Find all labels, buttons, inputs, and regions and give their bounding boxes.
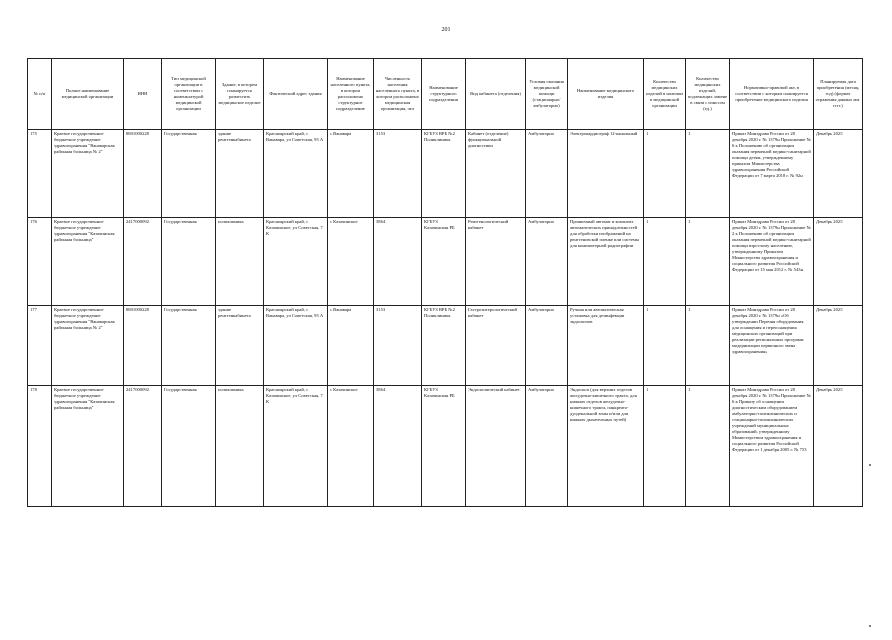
cell-settlement: с Казачинское bbox=[328, 218, 374, 306]
header-date: Планируемая дата приобретения (месяц, год) (формат отражения данных мм. гггг.) bbox=[814, 59, 863, 130]
table-row bbox=[28, 218, 863, 306]
cell-device: Ручная или автоматическая установка для дезинфекции эндоскопов bbox=[568, 306, 644, 386]
header-address: Фактический адрес здания bbox=[264, 59, 328, 130]
cell-qty-available: 1 bbox=[644, 218, 686, 306]
header-population: Численность населения населенного пункта, в котором расположена медицинская организация, чел bbox=[374, 59, 422, 130]
header-qty-replace: Количество медицинских изделий, подлежащих замене в связи с износом (ед.) bbox=[686, 59, 730, 130]
header-settlement: Наименование населенного пункта, в котором расположено структурное подразделение bbox=[328, 59, 374, 130]
cell-settlement: с Казачинское bbox=[328, 386, 374, 507]
header-building: Здание, в котором планируется разместить медицинское изделие bbox=[216, 59, 264, 130]
cell-inn: 2417000092 bbox=[124, 218, 162, 306]
table-row bbox=[28, 130, 863, 218]
cell-building: здание рентгенкабинета bbox=[216, 306, 264, 386]
equipment-registry-table bbox=[27, 58, 863, 507]
header-org-name: Полное наименование медицинской организации bbox=[52, 59, 124, 130]
cell-device: Проявочный автомат и комплект автоматических принадлежностей для обработки изображений на рентгеновской пленке или системы для компьютерной радиографии bbox=[568, 218, 644, 306]
table-row bbox=[28, 306, 863, 386]
header-legal-act: Нормативно-правовой акт, в соответствии с которым планируется приобретение медицинского изделия bbox=[730, 59, 814, 130]
header-device: Наименование медицинского изделия bbox=[568, 59, 644, 130]
scan-dot-mark bbox=[869, 625, 871, 627]
cell-subdivision: КГБУЗ ВРБ №2 Поликлиника bbox=[422, 130, 466, 218]
cell-population: 3864 bbox=[374, 386, 422, 507]
cell-org-type: Государственная bbox=[162, 386, 216, 507]
cell-inn: 8801000228 bbox=[124, 130, 162, 218]
cell-settlement: с Ванавара bbox=[328, 306, 374, 386]
header-subdivision: Наименование структурного подразделения bbox=[422, 59, 466, 130]
cell-date: Декабрь 2025 bbox=[814, 218, 863, 306]
cell-legal-act: Приказ Минздрава России от 28 декабря 2020 г. № 1379н Приложение № 6 к Положению об организации оказания первичной медико-санитарной помощи детям, утвержденному приказом Министерства здравоохранения Российской Федерации от 7 марта 2018 г. № 92н bbox=[730, 130, 814, 218]
cell-conditions: Амбулаторно bbox=[526, 218, 568, 306]
cell-org-type: Государственная bbox=[162, 130, 216, 218]
cell-settlement: с Ванавара bbox=[328, 130, 374, 218]
cell-date: Декабрь 2025 bbox=[814, 130, 863, 218]
cell-building: поликлиника bbox=[216, 386, 264, 507]
cell-building: поликлиника bbox=[216, 218, 264, 306]
header-num: № п/п bbox=[28, 59, 52, 130]
cell-num: 176 bbox=[28, 218, 52, 306]
cell-inn: 2417000092 bbox=[124, 386, 162, 507]
cell-address: Красноярский край, с Ванавара, ул Советская, 95 А bbox=[264, 130, 328, 218]
cell-address: Красноярский край, с Ванавара, ул Советская, 95 А bbox=[264, 306, 328, 386]
header-inn: ИНН bbox=[124, 59, 162, 130]
cell-address: Красноярский край, с Казачинское, ул Советская, 7 К bbox=[264, 218, 328, 306]
cell-num: 175 bbox=[28, 130, 52, 218]
cell-device: Эндоскоп (для верхних отделов желудочно-кишечного тракта, для нижних отделов желудочно-кишечного тракта, панкреато-дуоденальной зоны и/или для нижних дыхательных путей) bbox=[568, 386, 644, 507]
table-header-row bbox=[28, 59, 863, 130]
cell-cabinet: Рентгенологический кабинет bbox=[466, 218, 526, 306]
cell-date: Декабрь 2025 bbox=[814, 386, 863, 507]
cell-subdivision: КГБУЗ ВРБ №2 Поликлиника bbox=[422, 306, 466, 386]
page-number: 201 bbox=[441, 27, 451, 33]
cell-org-name: Краевое государственное бюджетное учреждение здравоохранения "Ванаварская районная больница № 2" bbox=[52, 306, 124, 386]
cell-subdivision: КГБУЗ Казачинская РБ bbox=[422, 218, 466, 306]
cell-legal-act: Приказ Минздрава России от 28 декабря 2020 г. № 1379н Приложение № 2 к Положению об организации оказания первичной медико-санитарной помощи взрослому населению, утвержденному Приказом Министерства здравоохранения и социального развития Российской Федерации от 15 мая 2012 г. № 543н bbox=[730, 218, 814, 306]
cell-org-type: Государственная bbox=[162, 218, 216, 306]
header-qty-available: Количество медицинских изделий в наличии в медицинской организации bbox=[644, 59, 686, 130]
cell-subdivision: КГБУЗ Казачинская РБ bbox=[422, 386, 466, 507]
header-cabinet: Вид кабинета (отделения) bbox=[466, 59, 526, 130]
header-org-type: Тип медицинской организации в соответствии с номенклатурой медицинской организации bbox=[162, 59, 216, 130]
cell-building: здание рентгенкабинета bbox=[216, 130, 264, 218]
cell-qty-replace: 1 bbox=[686, 218, 730, 306]
cell-population: 3153 bbox=[374, 306, 422, 386]
cell-org-type: Государственная bbox=[162, 306, 216, 386]
table-row bbox=[28, 386, 863, 507]
cell-qty-replace: 1 bbox=[686, 386, 730, 507]
cell-num: 178 bbox=[28, 386, 52, 507]
cell-date: Декабрь 2025 bbox=[814, 306, 863, 386]
cell-org-name: Краевое государственное бюджетное учреждение здравоохранения "Ванаварская районная больница № 2" bbox=[52, 130, 124, 218]
cell-org-name: Краевое государственное бюджетное учреждение здравоохранения "Казачинская районная больница" bbox=[52, 386, 124, 507]
cell-qty-replace: 1 bbox=[686, 306, 730, 386]
cell-qty-available: 1 bbox=[644, 130, 686, 218]
cell-address: Красноярский край, с Казачинское, ул Советская, 7 К bbox=[264, 386, 328, 507]
cell-cabinet: Кабинет (отделение) функциональной диагностики bbox=[466, 130, 526, 218]
cell-qty-available: 1 bbox=[644, 306, 686, 386]
scan-dot-mark bbox=[869, 464, 871, 466]
cell-qty-replace: 1 bbox=[686, 130, 730, 218]
cell-inn: 8801000228 bbox=[124, 306, 162, 386]
cell-cabinet: Эндоскопический кабинет bbox=[466, 386, 526, 507]
cell-population: 3153 bbox=[374, 130, 422, 218]
cell-qty-available: 1 bbox=[644, 386, 686, 507]
cell-legal-act: Приказ Минздрава России от 28 декабря 2020 г. № 1379н Приложение № 6 к Приказу об оснащении диагностическим оборудованием амбулаторно-поликлинических и стационарно-поликлинических учреждений муниципальных образований, утвержденному Министерством здравоохранения и социального развития Российской Федерации от 1 декабря 2005 г. № 753 bbox=[730, 386, 814, 507]
cell-legal-act: Приказ Минздрава России от 28 декабря 2020 г. № 1379н «Об утверждении Перечня оборудования для оснащения и переоснащения медицинских организаций при реализации региональных программ модернизации первичного звена здравоохранения» bbox=[730, 306, 814, 386]
cell-conditions: Амбулаторно bbox=[526, 130, 568, 218]
cell-num: 177 bbox=[28, 306, 52, 386]
cell-device: Электрокардиограф 12-канальный bbox=[568, 130, 644, 218]
cell-population: 3864 bbox=[374, 218, 422, 306]
cell-org-name: Краевое государственное бюджетное учреждение здравоохранения "Казачинская районная больница" bbox=[52, 218, 124, 306]
cell-conditions: Амбулаторно bbox=[526, 386, 568, 507]
header-conditions: Условия оказания медицинской помощи (стационарно/ амбулаторно) bbox=[526, 59, 568, 130]
cell-cabinet: Гастроэнтерологический кабинет bbox=[466, 306, 526, 386]
cell-conditions: Амбулаторно bbox=[526, 306, 568, 386]
